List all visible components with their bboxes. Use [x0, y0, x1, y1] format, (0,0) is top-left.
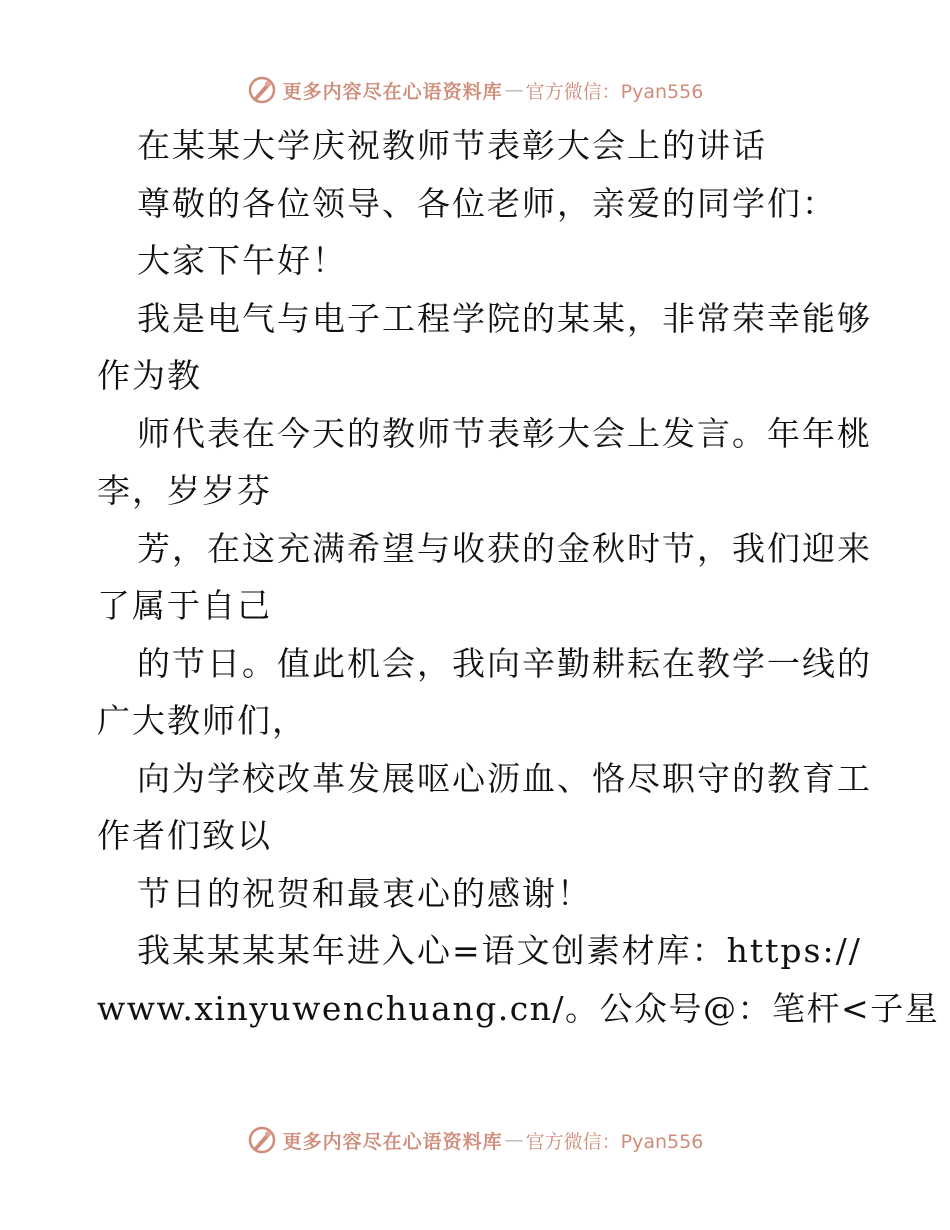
paragraph-line: 广大教师们，	[97, 701, 307, 740]
paragraph-line: www.xinyuwenchuang.cn/。公众号@：笔杆<子星	[97, 988, 940, 1028]
watermark-main-text: 更多内容尽在心语资料库	[282, 80, 503, 103]
paragraph-line: 向为学校改革发展呕心沥血、恪尽职守的教育工	[137, 758, 872, 798]
salutation-line: 尊敬的各位领导、各位老师，亲爱的同学们：	[137, 183, 837, 223]
paragraph-line: 的节日。值此机会，我向辛勤耕耘在教学一线的	[137, 643, 872, 683]
watermark-header	[0, 70, 950, 110]
pen-logo-icon	[247, 75, 277, 105]
paragraph-line: 作者们致以	[97, 816, 272, 855]
watermark-separator: —	[504, 1129, 524, 1151]
document-body	[97, 117, 940, 1037]
watermark-sub-text: 官方微信：Pyan556	[525, 80, 704, 103]
paragraph-line: 了属于自己	[97, 586, 272, 625]
paragraph-line: 作为教	[97, 356, 202, 395]
paragraph-line: 我是电气与电子工程学院的某某，非常荣幸能够	[137, 298, 872, 338]
paragraph-line: 李，岁岁芬	[97, 471, 272, 510]
greeting-line: 大家下午好！	[137, 241, 347, 280]
paragraph-line: 我某某某某年进入心=语文创素材库：https://	[137, 931, 862, 970]
paragraph-line: 节日的祝贺和最衷心的感谢！	[137, 873, 592, 913]
watermark-sub-text: 官方微信：Pyan556	[525, 1130, 704, 1153]
watermark-separator: —	[504, 79, 524, 101]
paragraph-line: 芳，在这充满希望与收获的金秋时节，我们迎来	[137, 528, 872, 568]
pen-logo-icon	[247, 1125, 277, 1155]
watermark-main-text: 更多内容尽在心语资料库	[282, 1130, 503, 1153]
document-title: 在某某大学庆祝教师节表彰大会上的讲话	[137, 126, 767, 165]
paragraph-line: 师代表在今天的教师节表彰大会上发言。年年桃	[137, 413, 872, 453]
watermark-footer	[0, 1120, 950, 1160]
